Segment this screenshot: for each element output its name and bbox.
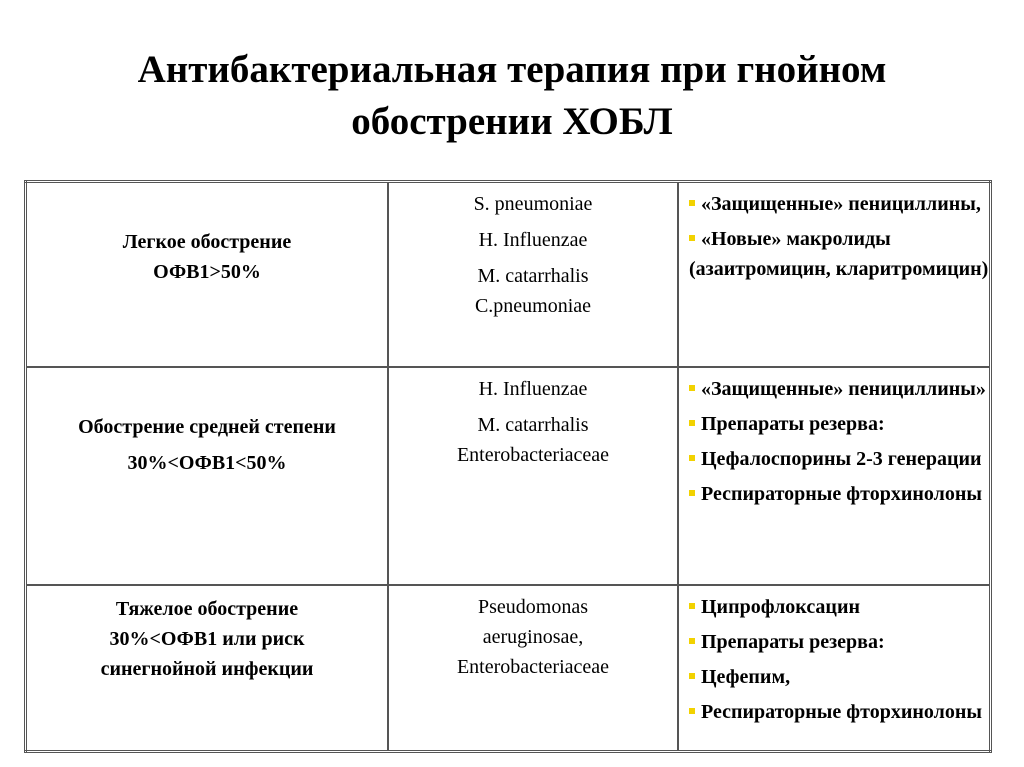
list-item: Ципрофлоксацин <box>689 592 989 622</box>
severity-line: Легкое обострение <box>122 231 292 253</box>
title-line-1: Антибактериальная терапия при гнойном <box>137 48 887 91</box>
pathogen: M. catarrhalis <box>477 413 589 436</box>
bullet-icon <box>689 235 695 241</box>
severity-line: ОФВ1>50% <box>153 261 261 283</box>
pathogen: C.pneumoniae <box>474 295 592 317</box>
bullet-icon <box>689 638 695 644</box>
title-line-2: обострении ХОБЛ <box>351 100 673 143</box>
pathogens-cell <box>388 182 678 367</box>
bullet-icon <box>689 708 695 714</box>
therapy-cell <box>678 182 991 367</box>
list-item: Цефалоспорины 2-3 генерации <box>689 444 989 474</box>
table-row <box>26 585 991 752</box>
list-item: Цефепим, <box>689 662 989 692</box>
list-item: «Новые» макролиды (азаитромицин, кларитромицин) <box>689 228 989 280</box>
page-title <box>0 44 1024 148</box>
list-item: Препараты резерва: <box>689 409 989 439</box>
list-item: Респираторные фторхинолоны <box>689 697 989 727</box>
bullet-icon <box>689 420 695 426</box>
bullet-icon <box>689 603 695 609</box>
list-item: «Защищенные» пенициллины» <box>689 374 989 404</box>
bullet-icon <box>689 490 695 496</box>
bullet-icon <box>689 673 695 679</box>
bullet-icon <box>689 385 695 391</box>
pathogen: H. Influenzae <box>478 229 588 251</box>
severity-cell <box>26 367 389 585</box>
severity-line: Тяжелое обострение <box>115 597 299 620</box>
pathogens-cell <box>388 367 678 585</box>
pathogen: H. Influenzae <box>478 377 588 400</box>
table-row <box>26 182 991 367</box>
therapy-cell <box>678 585 991 752</box>
severity-cell <box>26 182 389 367</box>
severity-cell <box>26 585 389 752</box>
therapy-cell <box>678 367 991 585</box>
list-item: Респираторные фторхинолоны <box>689 479 989 509</box>
pathogen: Pseudomonas <box>478 595 588 618</box>
list-item: «Защищенные» пенициллины, <box>689 189 989 219</box>
bullet-icon <box>689 455 695 461</box>
bullet-icon <box>689 200 695 206</box>
table-row <box>26 367 991 585</box>
pathogen: S. pneumoniae <box>473 193 593 215</box>
therapy-table <box>24 180 992 753</box>
pathogen: aeruginosae, <box>482 625 584 648</box>
severity-line: Обострение средней степени <box>78 415 336 438</box>
pathogen: Enterobacteriaceae <box>456 443 610 466</box>
pathogens-cell <box>388 585 678 752</box>
severity-line: синегнойной инфекции <box>100 657 314 680</box>
severity-line: 30%<ОФВ1 или риск <box>109 627 305 650</box>
pathogen: M. catarrhalis <box>477 265 589 287</box>
pathogen: Enterobacteriaceae <box>456 655 610 678</box>
severity-line: 30%<ОФВ1<50% <box>127 451 287 474</box>
list-item: Препараты резерва: <box>689 627 989 657</box>
